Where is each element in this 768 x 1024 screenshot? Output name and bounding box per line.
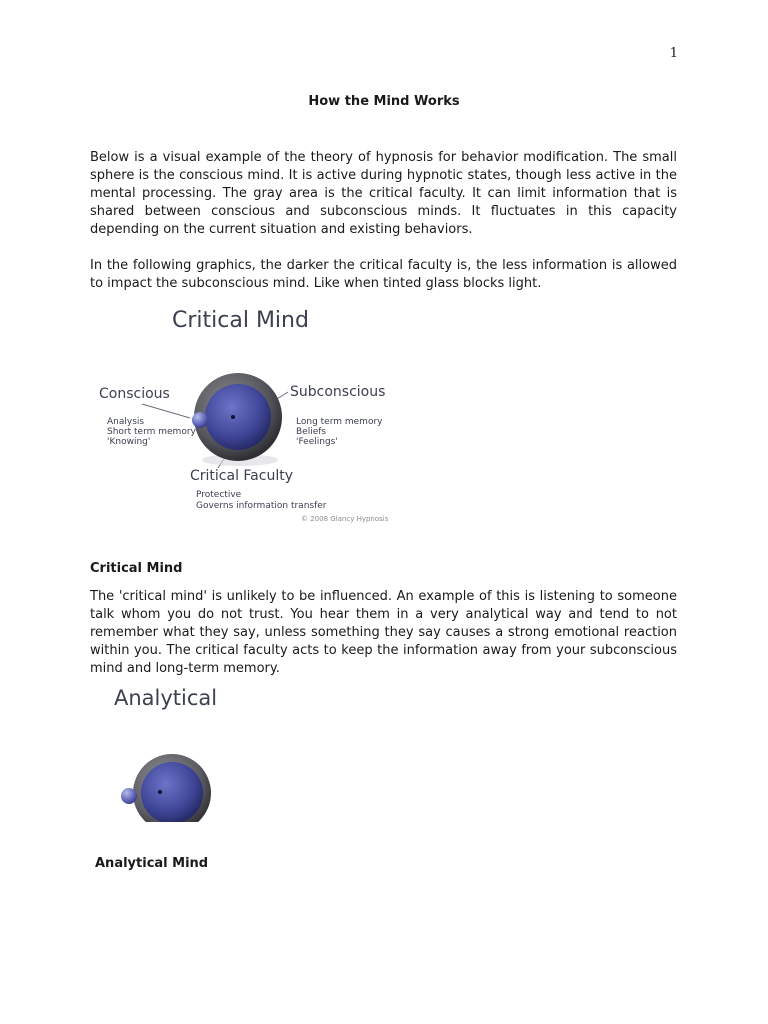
- conscious-note-2: Short term memory: [107, 427, 196, 437]
- critical-mind-paragraph: The 'critical mind' is unlikely to be influenced. An example of this is listening to someone talk whom you do not trust. You hear them in a very analytical way and tend to not remember what they say, unless something they say causes a strong emotional reaction within you. The critical faculty acts to keep the information away from your subconscious mind and long-term memory.: [90, 589, 677, 676]
- sphere-center-dot: [231, 415, 235, 419]
- document-title: How the Mind Works: [308, 94, 460, 109]
- critical-mind-diagram: [90, 300, 410, 530]
- critical-mind-graphic: [90, 300, 410, 530]
- conscious-label: Conscious: [99, 386, 170, 402]
- analytical-diagram: [108, 682, 308, 822]
- analytical-figure-title: Analytical: [114, 686, 218, 710]
- subconscious-label: Subconscious: [290, 384, 386, 400]
- critical-mind-figure-title: Critical Mind: [172, 308, 309, 333]
- analytical-graphic: [108, 682, 308, 822]
- analytical-center-dot: [158, 790, 162, 794]
- critical-faculty-note-1: Protective: [196, 490, 242, 500]
- analytical-conscious-sphere: [121, 788, 137, 804]
- intro-paragraph-1: Below is a visual example of the theory of hypnosis for behavior modification. The small sphere is the conscious mind. It is active during hypnotic states, though less active in the mental processing. The gray area is the critical faculty. It can limit information that is shared between conscious and subconscious minds. It fluctuates in this capacity depending on the current situation and existing behaviors.: [90, 150, 677, 237]
- subconscious-note-2: Beliefs: [296, 427, 327, 437]
- critical-faculty-note-2: Governs information transfer: [196, 501, 327, 511]
- page-number: 1: [669, 46, 678, 61]
- analytical-subconscious-sphere: [141, 762, 203, 822]
- subconscious-note-1: Long term memory: [296, 417, 383, 427]
- intro-paragraph-2: In the following graphics, the darker the critical faculty is, the less information is allowed to impact the subconscious mind. Like when tinted glass blocks light.: [90, 258, 677, 291]
- analytical-mind-caption: Analytical Mind: [95, 856, 209, 871]
- critical-faculty-label: Critical Faculty: [190, 468, 293, 484]
- conscious-note-3: 'Knowing': [107, 437, 151, 447]
- subconscious-note-3: 'Feelings': [296, 437, 338, 447]
- conscious-note-1: Analysis: [107, 417, 145, 427]
- conscious-pointer-line: [142, 404, 190, 418]
- conscious-sphere: [192, 412, 208, 428]
- figure-copyright: © 2008 Glancy Hypnosis: [301, 515, 389, 523]
- subconscious-sphere: [205, 384, 271, 450]
- section-heading-critical-mind: Critical Mind: [90, 561, 183, 576]
